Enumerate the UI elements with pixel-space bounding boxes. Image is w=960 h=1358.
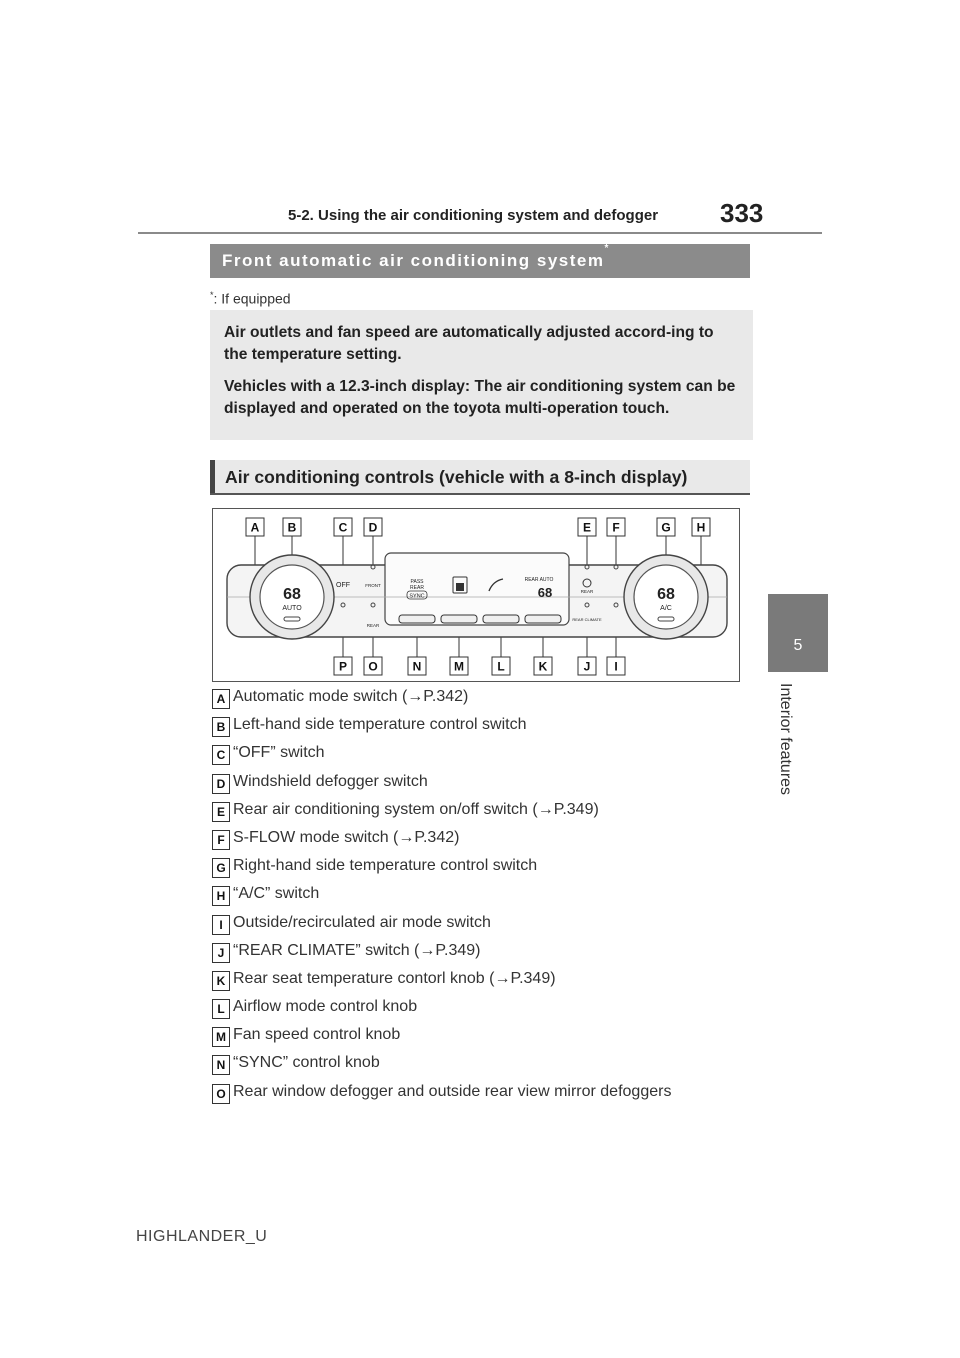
off-button-label: OFF — [336, 582, 350, 589]
legend-text: Rear window defogger and outside rear view mirror defoggers — [233, 1082, 672, 1100]
legend-letter: I — [212, 915, 230, 935]
ac-control-panel-diagram — [212, 508, 740, 682]
legend-text: “A/C” switch — [233, 885, 320, 903]
footer-model-code: HIGHLANDER_U — [136, 1228, 268, 1245]
legend-item — [212, 771, 752, 799]
legend-letter: J — [212, 943, 230, 963]
left-temp-readout: 68 — [283, 586, 301, 603]
legend-item — [212, 827, 752, 855]
right-temperature-dial — [624, 555, 708, 639]
rear-label: REAR — [410, 585, 424, 591]
callout-letter: M — [454, 659, 464, 674]
legend-letter: H — [212, 886, 230, 906]
legend-text: “SYNC” control knob — [233, 1054, 380, 1072]
right-ac-label: A/C — [660, 605, 672, 612]
legend-item — [212, 912, 752, 940]
legend-letter: D — [212, 774, 230, 794]
chapter-tab — [768, 594, 828, 672]
legend-item — [212, 714, 752, 742]
intro-paragraph-1: Air outlets and fan speed are automatically adjusted accord-ing to the temperature setting. — [224, 324, 714, 363]
footnote-text: : If equipped — [213, 290, 291, 307]
callout-letter: J — [583, 659, 591, 674]
legend-item — [212, 1081, 752, 1109]
page-number: 333 — [720, 198, 764, 228]
legend-item — [212, 742, 752, 770]
section-heading-controls: Air conditioning controls (vehicle with a 8-inch display) — [210, 460, 750, 494]
right-temp-readout: 68 — [657, 586, 675, 603]
legend-item — [212, 686, 752, 714]
rear-temp-readout: 68 — [537, 585, 553, 600]
sync-label: SYNC — [409, 593, 425, 600]
callout-letter: N — [412, 659, 422, 674]
legend-item — [212, 883, 752, 911]
legend-text: Airflow mode control knob — [233, 998, 418, 1016]
callout-letter: O — [368, 659, 378, 674]
callout-letter: E — [582, 520, 592, 535]
chapter-label-container — [769, 683, 799, 810]
legend-letter: F — [212, 830, 230, 850]
section-header-title: 5-2. Using the air conditioning system and defogger — [288, 207, 659, 224]
legend-text: Automatic mode switch (→P.342) — [233, 688, 469, 705]
header-divider — [138, 232, 822, 234]
callout-letter: K — [538, 659, 548, 674]
legend-list — [212, 686, 752, 1109]
legend-item — [212, 968, 752, 996]
legend-letter: N — [212, 1055, 230, 1075]
legend-text: “REAR CLIMATE” switch (→P.349) — [233, 941, 481, 959]
legend-letter: M — [212, 1027, 230, 1047]
callout-letter: B — [287, 520, 297, 535]
front-defogger-label: FRONT — [365, 583, 381, 588]
legend-text: Outside/recirculated air mode switch — [233, 913, 491, 931]
callout-letter: D — [368, 520, 378, 535]
legend-item — [212, 996, 752, 1024]
left-auto-label: AUTO — [282, 605, 302, 612]
intro-box — [210, 310, 753, 440]
section-heading-text: Front automatic air conditioning system — [222, 251, 605, 270]
callout-letter: G — [661, 520, 671, 535]
rear-climate-label: REAR CLIMATE — [572, 617, 602, 622]
section-heading-underline — [210, 493, 750, 495]
rear-power-label: REAR — [580, 589, 594, 594]
legend-text: Left-hand side temperature control switch — [233, 716, 527, 734]
callout-letter: A — [250, 520, 260, 535]
section-heading-front-ac — [210, 244, 750, 278]
legend-item — [212, 1052, 752, 1080]
pass-label: PASS — [410, 579, 424, 585]
rear-defogger-label: REAR — [366, 623, 380, 628]
legend-item — [212, 799, 752, 827]
intro-paragraph-2: Vehicles with a 12.3-inch display: The air conditioning system can be displayed and operated on the toyota multi-operation touch. — [224, 378, 736, 417]
callout-letter: C — [338, 520, 348, 535]
legend-letter: G — [212, 858, 230, 878]
legend-text: Rear air conditioning system on/off switch (→P.349) — [233, 800, 599, 818]
legend-letter: O — [212, 1084, 230, 1104]
legend-letter: B — [212, 717, 230, 737]
callout-letter: H — [696, 520, 706, 535]
legend-item — [212, 940, 752, 968]
legend-text: Fan speed control knob — [233, 1026, 401, 1044]
legend-text: Rear seat temperature contorl knob (→P.349) — [233, 969, 556, 987]
callout-letter: I — [614, 659, 618, 674]
callout-letter: F — [612, 520, 620, 535]
legend-letter: K — [212, 971, 230, 991]
callout-letter: L — [497, 659, 505, 674]
left-temperature-dial — [250, 555, 334, 639]
legend-item — [212, 855, 752, 883]
legend-text: “OFF” switch — [233, 744, 325, 762]
callout-letter: P — [338, 659, 348, 674]
legend-text: S-FLOW mode switch (→P.342) — [233, 828, 460, 846]
rear-auto-label: REAR AUTO — [524, 577, 554, 583]
section-heading-marker: * — [604, 243, 610, 254]
chapter-label: Interior features — [777, 683, 794, 796]
legend-letter: L — [212, 999, 230, 1019]
legend-letter: A — [212, 689, 230, 709]
legend-letter: C — [212, 745, 230, 765]
control-panel-illustration — [213, 509, 741, 683]
footnote — [210, 290, 291, 307]
legend-text: Windshield defogger switch — [233, 772, 428, 790]
footnote-marker: * — [210, 290, 214, 300]
legend-text: Right-hand side temperature control switch — [233, 857, 538, 875]
legend-letter: E — [212, 802, 230, 822]
legend-item — [212, 1024, 752, 1052]
chapter-number: 5 — [793, 637, 803, 654]
